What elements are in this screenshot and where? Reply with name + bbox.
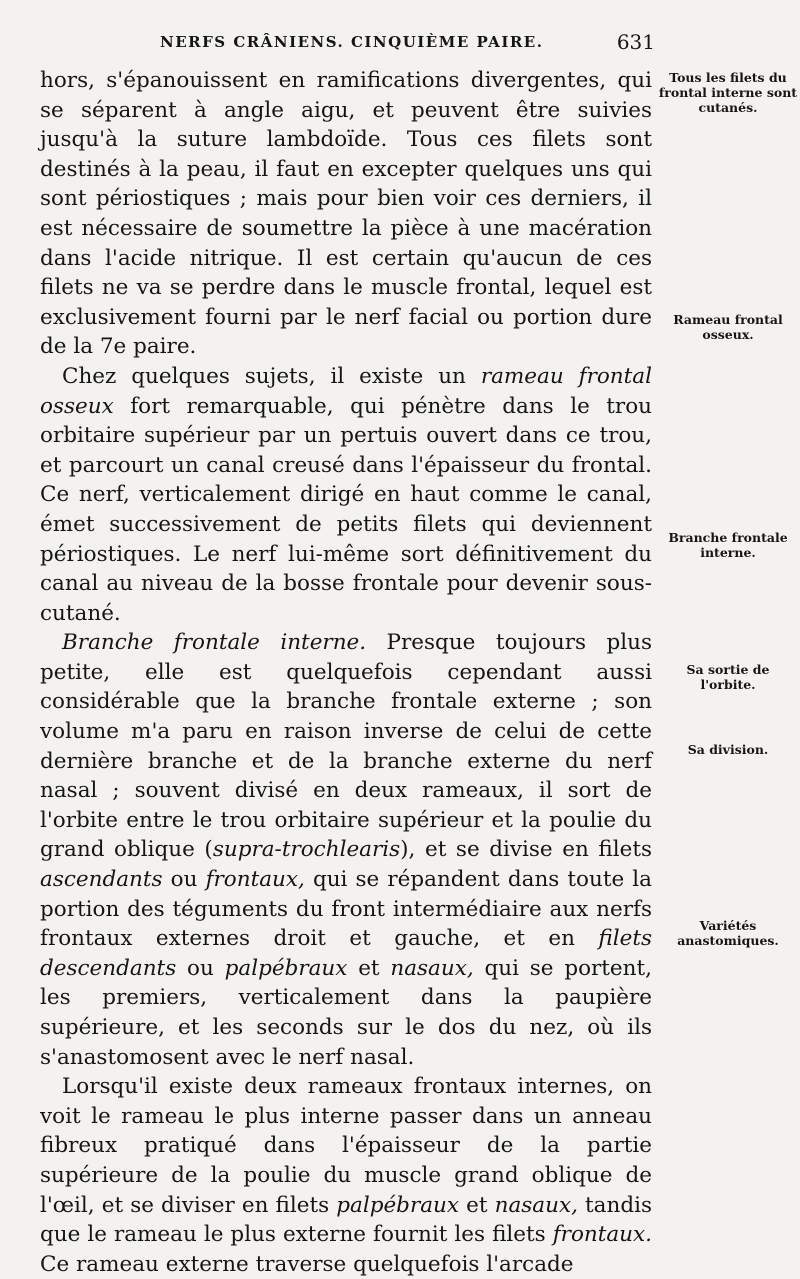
page-number: 631 — [616, 30, 655, 54]
italic-term: supra-trochlearis — [212, 837, 401, 863]
margin-note-cutaneous: Tous les filets du frontal interne sont cutanés. — [658, 70, 798, 115]
text-span: tandis que le rameau le plus externe fournit les filets — [40, 1192, 652, 1248]
italic-term: nasaux, — [390, 955, 474, 981]
text-span: Chez quelques sujets, il existe un — [62, 363, 481, 389]
italic-term: frontaux. — [552, 1222, 652, 1248]
italic-term: rameau frontal osseux — [40, 363, 652, 419]
italic-term: ascendants — [40, 867, 163, 893]
text-span: ), et se divise en filets — [400, 837, 652, 863]
text-span: et — [459, 1192, 495, 1218]
margin-note-osseous-branch: Rameau frontal osseux. — [673, 312, 783, 342]
text-span: fort remarquable, qui pénètre dans le trou orbitaire supérieur par un pertuis ouvert dans ce trou, et parcourt un canal creusé dans l'épaisseur du frontal. Ce nerf, verticalement dirigé en haut comme le canal, émet successivement de petits filets qui deviennent périostiques. Le nerf lui-même sort définitivement du canal au niveau de la bosse frontale pour devenir sous-cutané. — [40, 393, 652, 626]
paragraph-1: hors, s'épanouissent en ramifications divergentes, qui se séparent à angle aigu, et peuvent être suivies jusqu'à la suture lambdoïde. Tous ces filets sont destinés à la peau, il faut en excepter quelques uns qui sont périostiques ; mais pour bien voir ces derniers, il est nécessaire de soumettre la pièce à une macération dans l'acide nitrique. Il est certain qu'aucun de ces filets ne va se perdre dans le muscle frontal, lequel est exclusivement fourni par le nerf facial ou portion dure de la 7e paire. — [40, 68, 652, 360]
text-span: ou — [162, 867, 206, 893]
text-span: Presque toujours plus petite, elle est quelquefois cependant aussi considérable que la branche frontale externe ; son volume m'a paru en raison inverse de celui de cette dernière branche et de la branche externe du nerf nasal ; souvent divisé en deux rameaux, il sort de l'orbite entre le trou orbitaire supérieur et la poulie du grand oblique ( — [40, 630, 652, 863]
margin-note-internal-branch: Branche frontale interne. — [668, 530, 788, 560]
italic-term: palpébraux — [224, 955, 348, 981]
margin-note-orbit-exit: Sa sortie de l'orbite. — [686, 662, 770, 692]
paragraph-2 — [40, 362, 652, 628]
italic-term: filets descendants — [40, 926, 652, 981]
margin-note-variations: Variétés anastomiques. — [677, 918, 779, 948]
text-span: qui se portent, les premiers, verticalement dans la paupière supérieure, et les seconds sur le dos du nez, où ils s'anastomosent avec le nerf nasal. — [40, 955, 652, 1070]
text-span: et — [347, 955, 391, 981]
margin-note-division: Sa division. — [687, 742, 769, 757]
italic-term: frontaux, — [205, 867, 305, 893]
italic-heading: Branche frontale interne. — [62, 630, 367, 656]
paragraph-3 — [40, 628, 652, 1072]
main-text — [40, 66, 652, 1279]
text-span: qui se répandent dans toute la portion des téguments du front intermédiaire aux nerfs frontaux externes droit et gauche, et en — [40, 867, 652, 952]
italic-term: nasaux, — [494, 1192, 578, 1218]
italic-term: palpébraux — [336, 1192, 460, 1218]
paragraph-4 — [40, 1072, 652, 1279]
running-title: NERFS CRÂNIENS. CINQUIÈME PAIRE. — [160, 33, 544, 51]
text-span: ou — [176, 955, 225, 981]
text-span: Lorsqu'il existe deux rameaux frontaux internes, on voit le rameau le plus interne passer dans un anneau fibreux pratiqué dans l'épaisseur de la partie supérieure de la poulie du muscle grand oblique de l'œil, et se diviser en filets — [40, 1074, 652, 1218]
text-span: Ce rameau externe traverse quelquefois l'arcade — [40, 1251, 574, 1277]
running-header — [160, 30, 655, 54]
